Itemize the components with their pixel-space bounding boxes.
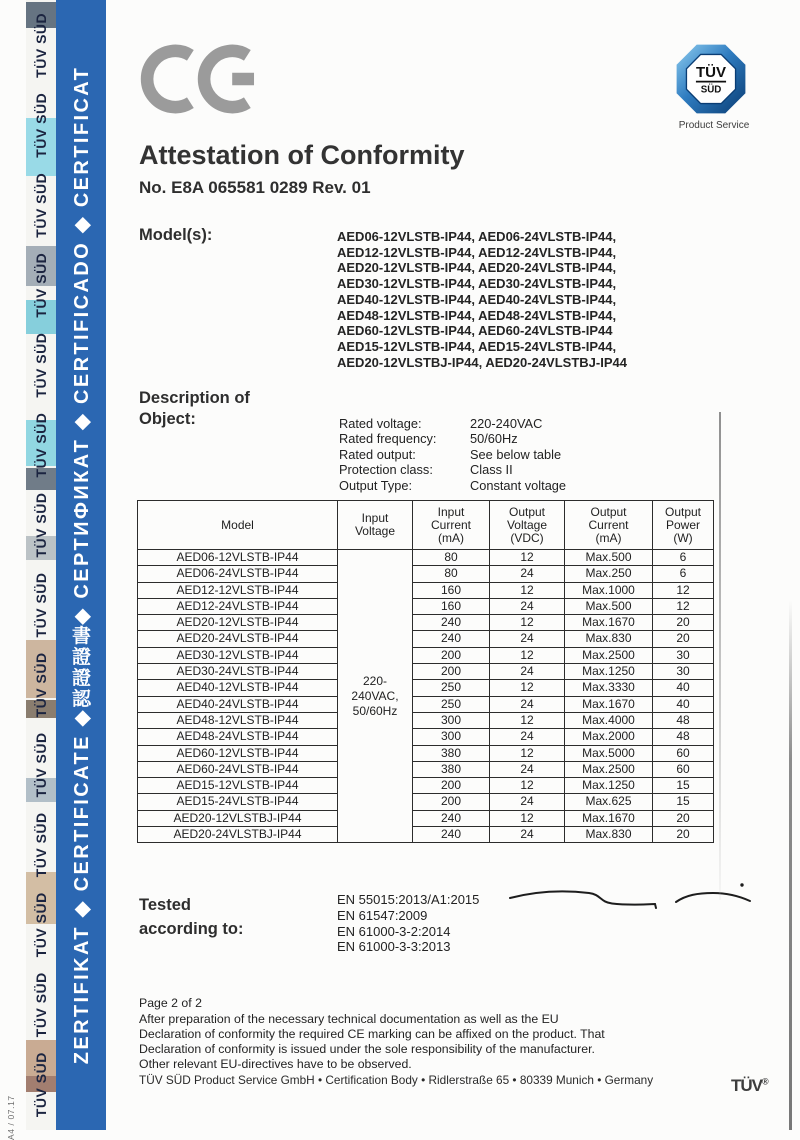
- tested-according-label: [139, 893, 244, 941]
- certificate-number: No. E8A 065581 0289 Rev. 01: [139, 178, 371, 197]
- registered-symbol: ®: [762, 1076, 769, 1087]
- models-label: Model(s):: [139, 226, 213, 244]
- tuv-wordmark: [731, 1076, 769, 1096]
- certificate-band: [56, 0, 106, 1130]
- scan-shadow-line: [719, 412, 721, 900]
- value-cell: 12: [653, 598, 714, 614]
- output-ratings-table: [137, 500, 714, 843]
- value-cell: 12: [490, 582, 565, 598]
- value-cell: 12: [490, 810, 565, 826]
- value-cell: 240: [413, 827, 490, 843]
- value-cell: 48: [653, 712, 714, 728]
- standard-line: EN 61000-3-2:2014: [337, 923, 451, 939]
- table-row: [138, 631, 714, 647]
- header-cell: [413, 501, 490, 550]
- value-cell: 200: [413, 664, 490, 680]
- scan-edge-line: [789, 600, 792, 1130]
- header-cell-line: (mA): [438, 530, 464, 545]
- value-cell: 80: [413, 566, 490, 582]
- header-cell-line: Current: [588, 517, 629, 532]
- value-cell: 24: [490, 631, 565, 647]
- spec-row: [339, 478, 566, 493]
- value-cell: Max.1250: [565, 778, 653, 794]
- value-cell: 12: [490, 712, 565, 728]
- value-cell: 300: [413, 712, 490, 728]
- tuv-sud-logo-icon: [672, 40, 750, 118]
- value-cell: 240: [413, 631, 490, 647]
- svg-text:TÜV: TÜV: [695, 64, 727, 82]
- description-label-line: Object:: [139, 410, 196, 428]
- ce-mark-icon: [137, 42, 263, 116]
- value-cell: Max.3330: [565, 680, 653, 696]
- value-cell: 30: [653, 664, 714, 680]
- value-cell: Max.1670: [565, 696, 653, 712]
- model-cell: AED12-24VLSTB-IP44: [138, 598, 338, 614]
- header-cell-line: Current: [430, 517, 471, 532]
- model-cell: AED40-24VLSTB-IP44: [138, 696, 338, 712]
- header-cell: [565, 501, 653, 550]
- value-cell: 12: [490, 745, 565, 761]
- certificate-band-cjk-char: 證: [71, 647, 91, 669]
- model-cell: AED06-12VLSTB-IP44: [138, 550, 338, 566]
- value-cell: Max.250: [565, 566, 653, 582]
- model-cell: AED60-12VLSTB-IP44: [138, 745, 338, 761]
- model-cell: AED30-12VLSTB-IP44: [138, 647, 338, 663]
- table-body: [138, 550, 714, 843]
- model-cell: AED48-12VLSTB-IP44: [138, 712, 338, 728]
- value-cell: 12: [490, 647, 565, 663]
- tested-label-line: Tested: [139, 896, 191, 914]
- tuv-wordmark-text: TÜV: [731, 1076, 762, 1095]
- model-cell: AED20-24VLSTBJ-IP44: [138, 827, 338, 843]
- spec-row: [339, 416, 566, 431]
- model-cell: AED60-24VLSTB-IP44: [138, 761, 338, 777]
- model-line: AED20-12VLSTB-IP44, AED20-24VLSTB-IP44,: [337, 260, 617, 276]
- input-voltage-line: 240VAC,: [351, 688, 399, 703]
- value-cell: 15: [653, 778, 714, 794]
- value-cell: 380: [413, 745, 490, 761]
- model-cell: AED20-24VLSTB-IP44: [138, 631, 338, 647]
- input-voltage-line: 220-: [362, 673, 388, 688]
- handwritten-pen-marks: [492, 872, 752, 920]
- page-indicator: Page 2 of 2: [139, 996, 202, 1010]
- rating-spec-list: [339, 416, 566, 493]
- value-cell: 30: [653, 647, 714, 663]
- spec-value: 50/60Hz: [470, 431, 518, 447]
- table-row: [138, 761, 714, 777]
- spec-row: [339, 431, 566, 446]
- value-cell: 200: [413, 794, 490, 810]
- model-cell: AED40-12VLSTB-IP44: [138, 680, 338, 696]
- table-row: [138, 615, 714, 631]
- paper-format-note: [3, 1028, 19, 1140]
- value-cell: 200: [413, 647, 490, 663]
- header-cell-line: Output: [508, 504, 546, 519]
- value-cell: 24: [490, 664, 565, 680]
- standard-line: EN 61000-3-3:2013: [337, 939, 451, 955]
- table-header-row: [138, 501, 714, 550]
- spec-value: Constant voltage: [470, 477, 567, 493]
- value-cell: 60: [653, 761, 714, 777]
- header-cell-line: Voltage: [354, 524, 396, 538]
- value-cell: 12: [490, 680, 565, 696]
- spec-name: Rated output:: [339, 446, 416, 462]
- value-cell: 24: [490, 566, 565, 582]
- input-voltage-line: 50/60Hz: [352, 703, 398, 718]
- value-cell: 160: [413, 582, 490, 598]
- value-cell: 20: [653, 810, 714, 826]
- footer-paragraph-line: Declaration of conformity the required CE marking can be affixed on the product. That: [139, 1027, 605, 1041]
- model-cell: AED48-24VLSTB-IP44: [138, 729, 338, 745]
- header-cell-line: Input: [361, 511, 389, 525]
- value-cell: 20: [653, 827, 714, 843]
- value-cell: 240: [413, 615, 490, 631]
- model-line: AED60-12VLSTB-IP44, AED60-24VLSTB-IP44: [337, 323, 613, 339]
- header-cell-line: Output: [590, 504, 627, 519]
- value-cell: 240: [413, 810, 490, 826]
- value-cell: 6: [653, 566, 714, 582]
- value-cell: Max.830: [565, 827, 653, 843]
- certificate-band-cjk-char: 證: [71, 668, 91, 690]
- value-cell: 12: [490, 615, 565, 631]
- value-cell: 60: [653, 745, 714, 761]
- spec-value: See below table: [470, 446, 562, 462]
- tuv-logo-caption: Product Service: [678, 120, 750, 131]
- table-header: [138, 501, 714, 550]
- standards-list: [337, 892, 479, 955]
- header-cell-line: Power: [665, 517, 700, 532]
- table-row: [138, 794, 714, 810]
- table-row: [138, 550, 714, 566]
- spec-name: Output Type:: [339, 477, 413, 493]
- value-cell: 6: [653, 550, 714, 566]
- value-cell: 24: [490, 761, 565, 777]
- value-cell: Max.1670: [565, 615, 653, 631]
- value-cell: Max.1250: [565, 664, 653, 680]
- value-cell: 200: [413, 778, 490, 794]
- value-cell: Max.4000: [565, 712, 653, 728]
- model-cell: AED12-12VLSTB-IP44: [138, 582, 338, 598]
- table-row: [138, 582, 714, 598]
- value-cell: Max.2500: [565, 761, 653, 777]
- header-cell-line: Model: [221, 517, 254, 532]
- spec-value: Class II: [470, 462, 513, 478]
- value-cell: Max.500: [565, 550, 653, 566]
- header-cell-line: Input: [437, 504, 465, 519]
- value-cell: 48: [653, 729, 714, 745]
- header-cell-line: (VDC): [510, 530, 544, 545]
- value-cell: 24: [490, 794, 565, 810]
- standard-line: EN 55015:2013/A1:2015: [337, 892, 480, 907]
- certificate-band-cjk-char: 書: [71, 626, 91, 648]
- value-cell: 20: [653, 615, 714, 631]
- footer-paragraph-line: After preparation of the necessary technical documentation as well as the EU: [139, 1012, 559, 1026]
- value-cell: Max.625: [565, 794, 653, 810]
- footer-paragraph-line: Other relevant EU-directives have to be observed.: [139, 1057, 412, 1071]
- table-row: [138, 598, 714, 614]
- company-address-line: TÜV SÜD Product Service GmbH • Certification Body • Ridlerstraße 65 • 80339 Munich • Germany: [139, 1073, 654, 1087]
- input-voltage-cell: [338, 550, 413, 843]
- table-row: [138, 664, 714, 680]
- value-cell: 40: [653, 696, 714, 712]
- header-cell: [490, 501, 565, 550]
- header-cell: [338, 501, 413, 550]
- certificate-band-text: ZERTIFIKAT ◆ CERTIFICATE ◆ 認 證 證 書 ◆ СЕРТИФИКАТ ◆ CERTIFICADO ◆ CERTIFICAT: [70, 65, 93, 1065]
- table-row: [138, 647, 714, 663]
- value-cell: 15: [653, 794, 714, 810]
- table-row: [138, 566, 714, 582]
- spec-name: Rated voltage:: [339, 416, 422, 431]
- page-title: Attestation of Conformity: [139, 140, 465, 170]
- model-line: AED06-12VLSTB-IP44, AED06-24VLSTB-IP44,: [337, 229, 617, 244]
- value-cell: 24: [490, 598, 565, 614]
- certificate-band-cjk-char: 認: [71, 689, 91, 711]
- model-cell: AED15-24VLSTB-IP44: [138, 794, 338, 810]
- model-cell: AED15-12VLSTB-IP44: [138, 778, 338, 794]
- model-line: AED30-12VLSTB-IP44, AED30-24VLSTB-IP44,: [337, 276, 617, 292]
- value-cell: Max.830: [565, 631, 653, 647]
- paper-format-note-text: A4 / 07.17: [6, 1095, 16, 1140]
- header-cell: [138, 501, 338, 550]
- model-line: AED40-12VLSTB-IP44, AED40-24VLSTB-IP44,: [337, 291, 617, 307]
- footer-paragraph: [139, 1012, 605, 1072]
- value-cell: 24: [490, 827, 565, 843]
- value-cell: 380: [413, 761, 490, 777]
- value-cell: Max.500: [565, 598, 653, 614]
- value-cell: 20: [653, 631, 714, 647]
- value-cell: Max.5000: [565, 745, 653, 761]
- header-cell-line: Output: [664, 504, 702, 519]
- table-row: [138, 810, 714, 826]
- standard-line: EN 61547:2009: [337, 907, 428, 923]
- value-cell: 160: [413, 598, 490, 614]
- header-cell: [653, 501, 714, 550]
- description-label: [139, 388, 250, 430]
- description-label-line: Description of: [139, 389, 250, 407]
- value-cell: 12: [490, 778, 565, 794]
- model-list: [337, 229, 627, 370]
- table-row: [138, 680, 714, 696]
- footer-paragraph-line: Declaration of conformity is issued under the sole responsibility of the manufacturer.: [139, 1042, 595, 1056]
- value-cell: Max.1670: [565, 810, 653, 826]
- value-cell: 12: [490, 550, 565, 566]
- header-cell-line: Voltage: [506, 517, 548, 532]
- value-cell: 40: [653, 680, 714, 696]
- value-cell: 24: [490, 729, 565, 745]
- spec-value: 220-240VAC: [470, 416, 543, 431]
- model-cell: AED30-24VLSTB-IP44: [138, 664, 338, 680]
- model-line: AED48-12VLSTB-IP44, AED48-24VLSTB-IP44,: [337, 307, 617, 323]
- svg-text:SÜD: SÜD: [700, 84, 722, 96]
- table-row: [138, 745, 714, 761]
- value-cell: 250: [413, 696, 490, 712]
- model-cell: AED20-12VLSTBJ-IP44: [138, 810, 338, 826]
- value-cell: 80: [413, 550, 490, 566]
- spec-name: Protection class:: [339, 462, 433, 478]
- table-row: [138, 827, 714, 843]
- value-cell: 250: [413, 680, 490, 696]
- tuv-sud-strip-text: TÜV SÜD TÜV SÜD TÜV SÜD TÜV SÜD TÜV SÜD TÜV SÜD TÜV SÜD TÜV SÜD TÜV SÜD TÜV SÜD TÜV SÜD TÜV SÜD TÜV SÜD TÜV SÜD: [33, 12, 49, 1118]
- table-row: [138, 712, 714, 728]
- spec-row: [339, 447, 566, 462]
- table-row: [138, 729, 714, 745]
- value-cell: 24: [490, 696, 565, 712]
- output-ratings-table-wrap: [137, 500, 714, 843]
- spec-name: Rated frequency:: [339, 431, 437, 447]
- value-cell: Max.1000: [565, 582, 653, 598]
- header-cell-line: (W): [673, 530, 693, 545]
- holographic-strip: [26, 0, 56, 1130]
- value-cell: Max.2500: [565, 647, 653, 663]
- model-cell: AED06-24VLSTB-IP44: [138, 566, 338, 582]
- model-cell: AED20-12VLSTB-IP44: [138, 615, 338, 631]
- model-line: AED15-12VLSTB-IP44, AED15-24VLSTB-IP44,: [337, 338, 617, 354]
- model-line: AED20-12VLSTBJ-IP44, AED20-24VLSTBJ-IP44: [337, 354, 627, 370]
- model-line: AED12-12VLSTB-IP44, AED12-24VLSTB-IP44,: [337, 244, 617, 260]
- spec-row: [339, 462, 566, 477]
- value-cell: 12: [653, 582, 714, 598]
- value-cell: Max.2000: [565, 729, 653, 745]
- header-cell-line: (mA): [595, 530, 622, 545]
- tested-label-line: according to:: [139, 920, 244, 938]
- value-cell: 300: [413, 729, 490, 745]
- table-row: [138, 696, 714, 712]
- table-row: [138, 778, 714, 794]
